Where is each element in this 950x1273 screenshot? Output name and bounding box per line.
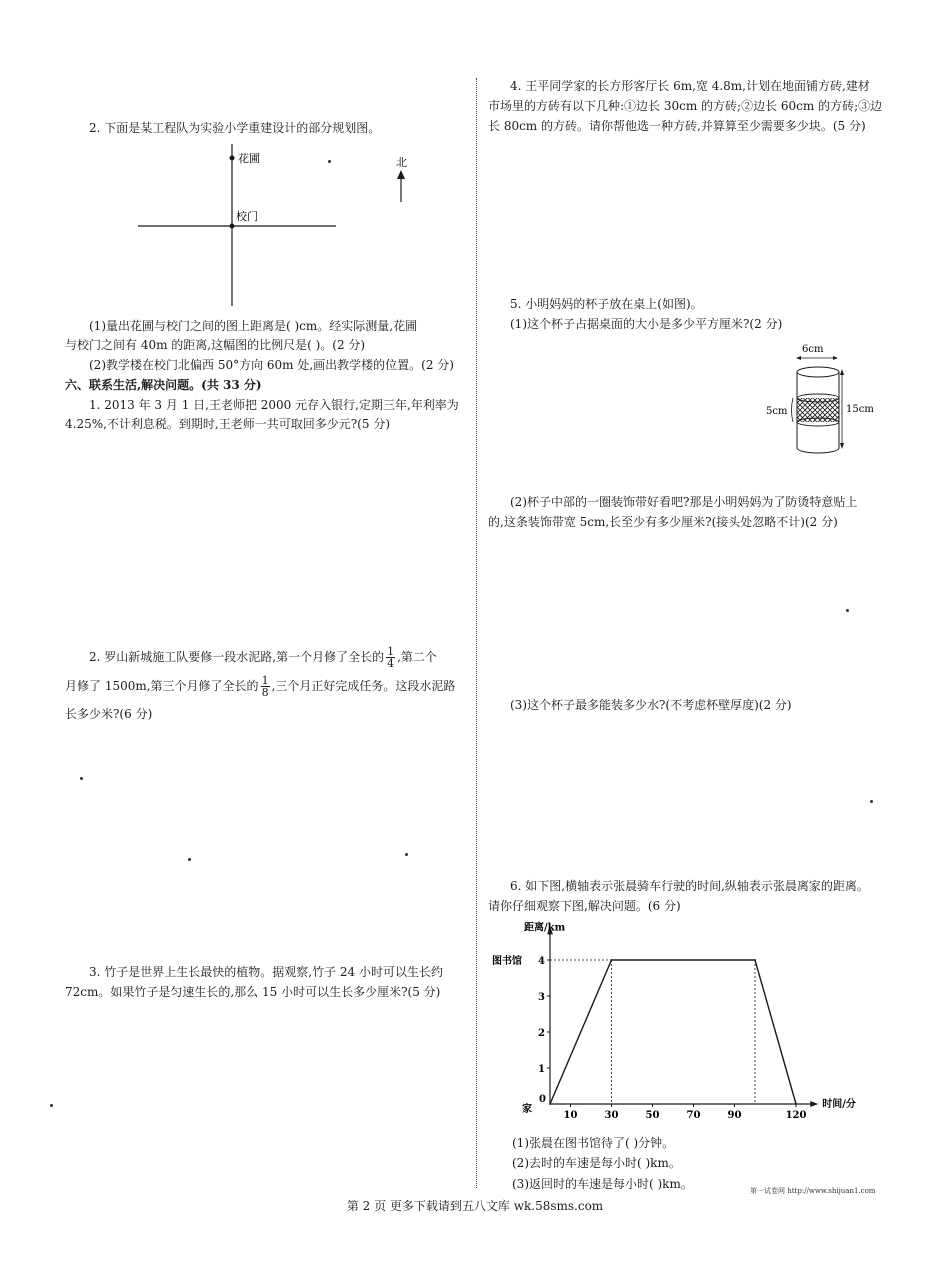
problem4-line1: 4. 王平同学家的长方形客厅长 6m,宽 4.8m,计划在地面铺方砖,建材: [510, 79, 870, 93]
fraction1-denominator: 4: [387, 657, 395, 670]
cup-height-label: 15cm: [846, 404, 874, 415]
garden-label: 花圃: [238, 152, 260, 165]
x-tick-label: 30: [604, 1110, 619, 1121]
q2-part1-line1: (1)量出花圃与校门之间的图上距离是( )cm。经实际测量,花圃: [89, 319, 418, 333]
scan-speck: [80, 777, 83, 780]
gate-label: 校门: [236, 210, 258, 223]
x-tick-label: 90: [727, 1110, 742, 1121]
scan-speck: [50, 1104, 53, 1107]
scan-speck: [188, 858, 191, 861]
cup-band-label: 5cm: [766, 406, 788, 417]
problem2-text-c: 月修了 1500m,第三个月修了全长的: [65, 679, 259, 693]
y-axis-label: 距离/km: [524, 922, 566, 934]
arrow-down-icon: [840, 443, 844, 449]
garden-point: [230, 156, 235, 161]
arrow-up-icon: [840, 369, 844, 375]
problem6-line2: 请你仔细观察下图,解决问题。(6 分): [488, 899, 681, 913]
x-tick-label: 70: [686, 1110, 701, 1121]
problem4-line3: 长 80cm 的方砖。请你帮他选一种方砖,并算算至少需要多少块。(5 分): [488, 119, 866, 133]
problem5-q1: (1)这个杯子占据桌面的大小是多少平方厘米?(2 分): [510, 317, 783, 331]
distance-time-chart: [488, 918, 888, 1128]
x-tick-label: 10: [563, 1110, 578, 1121]
problem1-line2: 4.25%,不计利息税。到期时,王老师一共可取回多少元?(5 分): [65, 417, 390, 431]
series-point: [795, 1103, 797, 1105]
cup-rim: [797, 367, 839, 377]
series-point: [611, 959, 613, 961]
problem1-line1: 1. 2013 年 3 月 1 日,王老师把 2000 元存入银行,定期三年,年利率为: [89, 398, 459, 412]
x-axis-label: 时间/分: [822, 1099, 856, 1110]
cup-base: [797, 448, 839, 453]
x-tick-label: 120: [785, 1110, 807, 1121]
scan-speck: [846, 609, 849, 612]
problem2-line2: [65, 675, 455, 698]
problem6-q1: (1)张晨在图书馆待了( )分钟。: [512, 1136, 675, 1150]
cup-figure: [760, 340, 880, 455]
series-line: [550, 960, 796, 1104]
problem2-text-a: 2. 罗山新城施工队要修一段水泥路,第一个月修了全长的: [89, 650, 385, 664]
arrow-right-icon: [833, 356, 838, 360]
problem3-line2: 72cm。如果竹子是匀速生长的,那么 15 小时可以生长多少厘米?(5 分): [65, 985, 441, 999]
fraction-one-eighth: [261, 675, 270, 698]
q2-part2: (2)教学楼在校门北偏西 50°方向 60m 处,画出教学楼的位置。(2 分): [89, 358, 454, 372]
q2-title: 2. 下面是某工程队为实验小学重建设计的部分规划图。: [89, 121, 381, 135]
scan-speck: [328, 160, 331, 163]
problem5-q2-line2: 的,这条装饰带宽 5cm,长至少有多少厘米?(接头处忽略不计)(2 分): [488, 515, 838, 529]
series-point: [754, 959, 756, 961]
scan-speck: [870, 800, 873, 803]
origin-tick: 0: [539, 1094, 546, 1105]
scan-speck: [405, 853, 408, 856]
fraction2-denominator: 8: [261, 686, 269, 699]
page-footer: 第 2 页 更多下载请到五八文库 wk.58sms.com: [346, 1199, 604, 1213]
y-tick-label: 1: [538, 1064, 545, 1075]
problem2-line1: [89, 646, 437, 669]
problem4-line2: 市场里的方砖有以下几种:①边长 30cm 的方砖;②边长 60cm 的方砖;③边: [488, 99, 883, 113]
north-arrow-icon: [397, 170, 405, 179]
watermark: 第一试卷网 http://www.shijuan1.com: [750, 1187, 876, 1195]
problem6-q2: (2)去时的车速是每小时( )km。: [512, 1156, 681, 1170]
cup-diameter-label: 6cm: [802, 344, 824, 355]
problem2-line3: 长多少米?(6 分): [65, 707, 153, 721]
problem2-text-b: ,第二个: [397, 650, 437, 664]
library-label: 图书馆: [492, 956, 522, 967]
y-tick-label: 2: [538, 1028, 545, 1039]
north-label: 北: [396, 156, 407, 169]
fraction1-numerator: 1: [387, 645, 395, 658]
y-tick-label: 3: [538, 992, 545, 1003]
origin-home-label: 家: [522, 1104, 532, 1115]
problem6-line1: 6. 如下图,横轴表示张晨骑车行驶的时间,纵轴表示张晨离家的距离。: [510, 879, 869, 893]
y-tick-label: 4: [538, 956, 545, 967]
x-tick-label: 50: [645, 1110, 660, 1121]
q2-part1-line2: 与校门之间有 40m 的距离,这幅图的比例尺是( )。(2 分): [65, 338, 366, 352]
problem5-q3: (3)这个杯子最多能装多少水?(不考虑杯壁厚度)(2 分): [510, 698, 792, 712]
x-axis-arrow-icon: [810, 1101, 818, 1107]
planning-map: [130, 138, 430, 313]
problem6-q3: (3)返回时的车速是每小时( )km。: [512, 1177, 693, 1191]
column-divider: [476, 78, 477, 1188]
series-point: [549, 1103, 551, 1105]
problem3-line1: 3. 竹子是世界上生长最快的植物。据观察,竹子 24 小时可以生长约: [89, 965, 443, 979]
fraction-one-quarter: [386, 646, 395, 669]
arrow-left-icon: [796, 356, 801, 360]
problem2-text-d: ,三个月正好完成任务。这段水泥路: [271, 679, 456, 693]
problem5-q2-line1: (2)杯子中部的一圈装饰带好看吧?那是小明妈妈为了防烫特意贴上: [510, 495, 858, 509]
section6-title: 六、联系生活,解决问题。(共 33 分): [65, 378, 262, 392]
fraction2-numerator: 1: [261, 674, 269, 687]
gate-point: [230, 224, 235, 229]
problem5-title: 5. 小明妈妈的杯子放在桌上(如图)。: [510, 297, 703, 311]
